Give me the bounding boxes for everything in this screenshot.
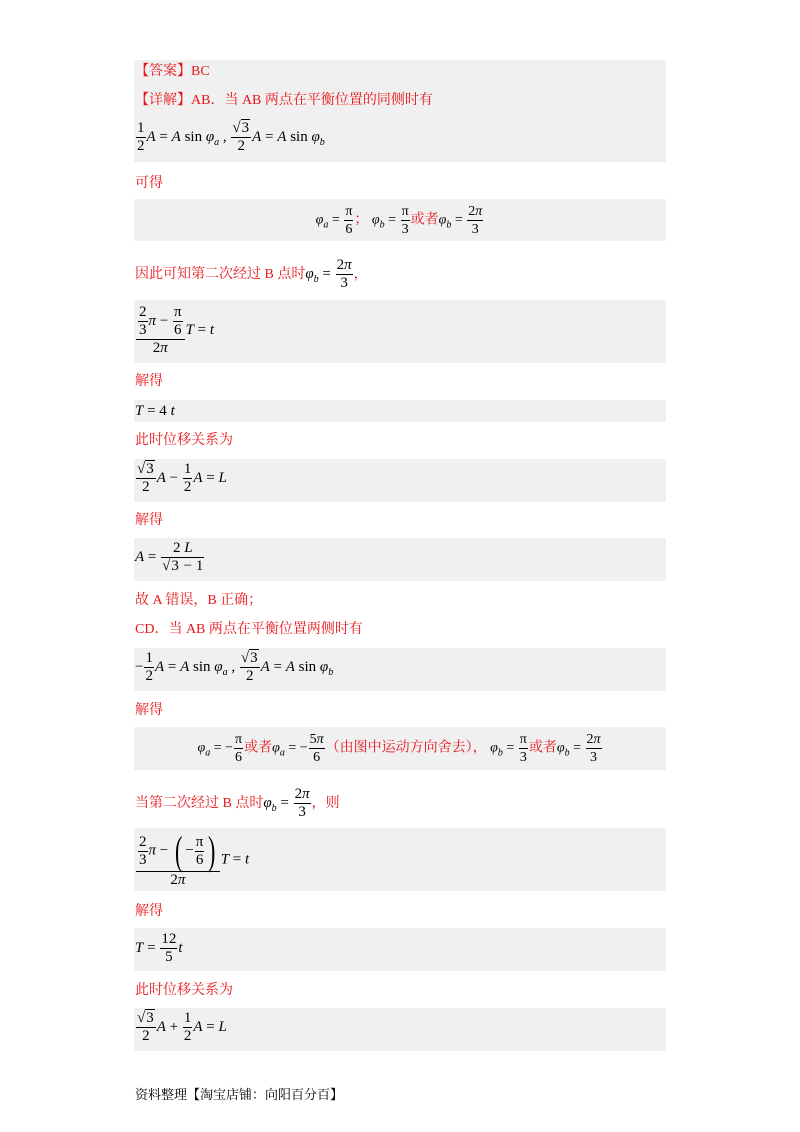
comma-1: ， bbox=[353, 266, 368, 282]
equation-period-2: $\frac{2}{3}$ π − ( − $\frac{\pi}{6}$ ) 2π T = t bbox=[135, 831, 249, 889]
label-jiede-4: 解得 bbox=[135, 904, 163, 919]
formula-band-9 bbox=[134, 928, 666, 971]
label-cishi-2: 此时位移关系为 bbox=[135, 983, 233, 998]
equation-phi-values-2: $\varphi_a$ = − $\frac{\pi}{6}$ 或者$\varphi_a$ = − $\frac{5\pi}{6}$ （由图中运动方向舍去）， $\varphi_b$ = $\frac{\pi}{3}$ 或者$\varphi_b$ = $\frac{2\pi}{3}$ bbox=[197, 732, 601, 765]
label-jiede-2: 解得 bbox=[135, 513, 163, 528]
label-jiede-3: 解得 bbox=[135, 703, 163, 718]
second-pass-line: 因此可知第二次经过 B 点时$\varphi_b$ = $\frac{2\pi}{3}$ ， bbox=[135, 257, 368, 291]
label-kede: 可得 bbox=[135, 176, 163, 191]
formula-band-3 bbox=[134, 400, 666, 422]
discard-note: （由图中运动方向舍去）， bbox=[325, 740, 487, 756]
equation-displacement-1: $\frac{√3}{2}$ A − $\frac{1}{2}$ A = L bbox=[137, 461, 227, 495]
label-cishi-1: 此时位移关系为 bbox=[135, 433, 233, 448]
huozhe-1: 或者 bbox=[410, 212, 439, 228]
huozhe-3: 或者 bbox=[528, 740, 557, 756]
equation-A-value: A = $\frac{2 L}{√3 - 1}$ bbox=[135, 540, 204, 574]
detail-line: 【详解】AB．当 AB 两点在平衡位置的同侧时有 bbox=[135, 93, 433, 108]
equation-phi-values: $\varphi_a$ = $\frac{\pi}{6}$ ； $\varphi_b$ = $\frac{\pi}{3}$ 或者$\varphi_b$ = $\frac{2\pi}{3}$ bbox=[315, 204, 483, 237]
second-pass-line-2: 当第二次经过 B 点时$\varphi_b$ = $\frac{2\pi}{3}$ ，则 bbox=[135, 786, 340, 820]
label-jiede-1: 解得 bbox=[135, 374, 163, 389]
formula-band-5 bbox=[134, 538, 666, 581]
cd-line: CD．当 AB 两点在平衡位置两侧时有 bbox=[135, 622, 363, 637]
label-dangdi: 当第二次经过 B 点时 bbox=[135, 795, 264, 811]
equation-opposite-side: − $\frac{1}{2}$ A = A $\sin \varphi_a$ , $\frac{√3}{2}$ A = A $\sin \varphi_b$ bbox=[135, 650, 334, 684]
answer-line: 【答案】BC bbox=[135, 64, 210, 79]
equation-displacement-2: $\frac{√3}{2}$ A + $\frac{1}{2}$ A = L bbox=[137, 1010, 227, 1044]
label-yinci: 因此可知第二次经过 B 点时 bbox=[135, 266, 306, 282]
semicolon-1: ； bbox=[354, 212, 369, 228]
huozhe-2: 或者 bbox=[244, 740, 273, 756]
equation-T-12-5t: T = $\frac{12}{5}$ t bbox=[135, 931, 183, 965]
equation-same-side: $\frac{1}{2}$ A = A $\sin \varphi_a$ , $\frac{√3}{2}$ A = A $\sin \varphi_b$ bbox=[137, 120, 325, 154]
equation-T-4t: T = 4 t bbox=[135, 403, 175, 419]
equation-period-1: $\frac{2}{3}$ π − $\frac{\pi}{6}$ 2π T = t bbox=[135, 304, 214, 357]
label-ze: ，则 bbox=[311, 795, 340, 811]
footer-source: 资料整理【淘宝店铺：向阳百分百】 bbox=[135, 1088, 344, 1103]
conclusion-AB: 故 A 错误，B 正确； bbox=[135, 593, 263, 608]
